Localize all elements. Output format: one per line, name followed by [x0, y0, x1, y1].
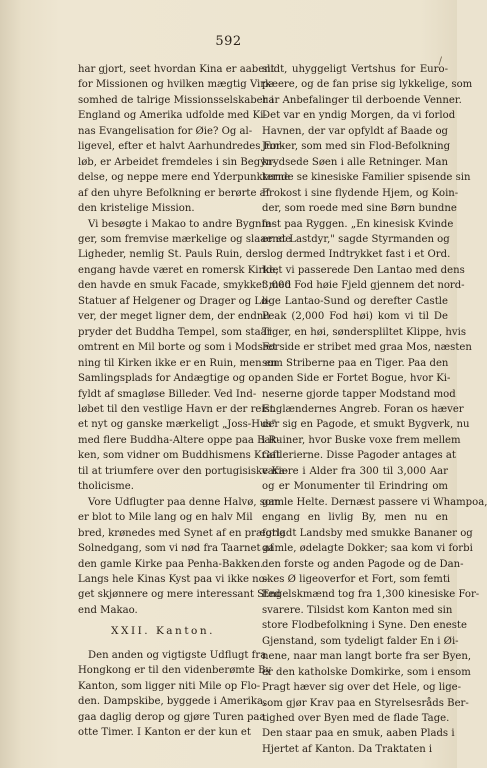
text-line: Frokost i sine flydende Hjem, og Koin- — [262, 187, 459, 199]
paragraph — [78, 217, 292, 495]
text-line: til at triumfere over den portugisiske Ka- — [78, 465, 289, 477]
text-line: ger, som fremvise mærkelige og slaaende — [78, 233, 292, 245]
text-line: engang havde været en romersk Kirke; — [78, 264, 279, 276]
text-line: otte Timer. I Kanton er der kun et — [78, 727, 251, 739]
text-line: svarere. Tilsidst kom Kanton med sin — [262, 604, 453, 616]
text-line: Tiger, en høi, sønderspliltet Klippe, hvis — [262, 326, 466, 338]
right-column — [262, 62, 487, 757]
text-line: den. Dampskibe, byggede i Amerika, — [78, 696, 267, 708]
left-column — [78, 62, 292, 740]
text-line: den kristelige Mission. — [78, 203, 195, 215]
text-line: Den anden og vigtigste Udflugt fra — [88, 649, 267, 661]
text-line: et nyt og ganske mærkeligt „Joss-Hus" — [78, 419, 277, 431]
text-line: den forste og anden Pagode og de Dan- — [262, 558, 464, 570]
text-line: i Ruiner, hvor Buske voxe frem mellem — [262, 434, 461, 446]
text-line: gaa daglig derop og gjøre Turen paa — [78, 711, 266, 723]
text-line: er blot to Mile lang og en halv Mil — [78, 512, 253, 524]
text-line: Gallerierne. Disse Pagoder antages at — [262, 450, 456, 462]
text-line: forladt Landsby med smukke Bananer og — [262, 527, 473, 539]
text-line: Hongkong er til den videnberømte By — [78, 665, 272, 677]
text-line: pryder det Buddha Tempel, som staar — [78, 326, 272, 338]
text-line: Den staar paa en smuk, aaben Plads i — [262, 728, 455, 740]
paragraph — [78, 62, 291, 217]
text-line: Engelskmænd tog fra 1,300 kinesiske For- — [262, 589, 480, 601]
text-line: som gjør Krav paa en Styrelsesråds Ber- — [262, 697, 469, 709]
text-line: er et Lastdyr," sagde Styrmanden og — [262, 233, 450, 245]
text-line: somhed de talrige Missionsselskaber i — [78, 94, 274, 106]
text-line: ligevel, efter et halvt Aarhundredes For- — [78, 141, 285, 153]
text-line: den havde en smuk Facade, smykket med — [78, 280, 292, 292]
text-line: omtrent en Mil borte og som i Modsæt — [78, 342, 277, 354]
text-line: tholicisme. — [78, 481, 134, 493]
text-line: Peak (2,000 Fod høi) kom vi til De — [262, 311, 448, 323]
text-line: der, som roede med sine Børn bundne — [262, 203, 457, 215]
text-line: Vi besøgte i Makao to andre Bygnin- — [88, 218, 275, 230]
text-line: Englændernes Angreb. Foran os hæver — [262, 403, 464, 415]
page-number: 592 — [215, 34, 242, 49]
text-line: lige Lantao-Sund og derefter Castle — [262, 295, 448, 307]
text-line: Gjenstand, som tydeligt falder En i Øi- — [262, 635, 459, 647]
text-line: løbet til den vestlige Havn er der reist — [78, 403, 274, 415]
paragraph — [78, 495, 286, 619]
text-line: fyldt af smagløse Billeder. Ved Ind- — [78, 388, 257, 400]
text-line: ning til Kirken ikke er en Ruin, men en — [78, 357, 278, 369]
text-line: nas Evangelisation for Øie? Og al- — [78, 125, 253, 137]
text-line: Ligheder, nemlig St. Pauls Ruin, der — [78, 249, 263, 261]
text-line: Idet vi passerede Den Lantao med dens — [262, 264, 465, 276]
text-line: get skjønnere og mere interessant Sted — [78, 589, 281, 601]
text-line: kunde se kinesiske Familier spisende sin — [262, 172, 471, 184]
text-line: 3,000 Fod høie Fjeld gjennem det nord- — [262, 280, 465, 292]
text-line: pæere, og de fan prise sig lykkelige, som — [262, 79, 473, 91]
section-heading: XXII. Kanton. — [111, 625, 215, 638]
text-line: Pragt hæver sig over det Hele, og lige- — [262, 682, 462, 694]
text-line: der sig en Pagode, et smukt Bygverk, nu — [262, 419, 470, 431]
text-line: har Anbefalinger til derboende Venner. — [262, 94, 462, 106]
text-line: neserne gjorde tapper Modstand mod — [262, 388, 456, 400]
text-line: gamle Helte. Dernæst passere vi Whampoa, — [262, 496, 487, 508]
text-line: Kanton, som ligger niti Mile op Flo- — [78, 680, 261, 692]
text-line: Langs hele Kinas Kyst paa vi ikke no- — [78, 573, 269, 585]
text-line: slidt, uhyggeligt Vertshus for Euro- — [262, 64, 448, 75]
text-line: af den uhyre Befolkning er berørte af — [78, 187, 270, 199]
text-line: ver, der meget ligner dem, der endnu — [78, 311, 270, 323]
text-line: delse, og neppe mere end Yderpunkterne — [78, 172, 291, 184]
text-line: med flere Buddha-Altere oppe paa Bak- — [78, 434, 280, 446]
text-line: ken, som vidner om Buddhismens Kraft — [78, 450, 281, 462]
text-line: løb, er Arbeidet fremdeles i sin Begyn- — [78, 156, 276, 168]
text-line: anden Side er Fortet Bogue, hvor Ki- — [262, 373, 451, 385]
text-line: for Missionen og hvilken mægtig Virk- — [78, 79, 275, 91]
text-line: Samlingsplads for Andægtige og op — [78, 373, 261, 385]
text-line: skes Ø ligeoverfor et Fort, som femti — [262, 573, 451, 585]
text-line: tighed over Byen med de flade Tage. — [262, 713, 450, 725]
text-line: nene, naar man langt borte fra ser Byen, — [262, 651, 472, 663]
text-line: store Flodbefolkning i Syne. Den eneste — [262, 620, 467, 632]
text-line: fast paa Ryggen. „En kinesisk Kvinde — [262, 218, 454, 230]
text-line: den gamle Kirke paa Penha-Bakken. — [78, 558, 264, 570]
paragraph — [78, 648, 272, 741]
text-line: Junker, som med sin Flod-Befolkning — [262, 141, 451, 153]
text-line: er den katholske Domkirke, som i ensom — [262, 666, 471, 678]
text-line: har gjort, seet hvordan Kina er aabent — [78, 64, 275, 75]
text-line: som Striberne paa en Tiger. Paa den — [262, 357, 449, 369]
text-line: engang en livlig By, men nu en — [262, 512, 448, 524]
text-line: Det var en yndig Morgen, da vi forlod — [262, 110, 456, 122]
text-line: Forside er stribet med graa Mos, næsten — [262, 342, 472, 354]
text-line: Solnedgang, som vi nød fra Taarnet af — [78, 543, 274, 555]
text-line: variere i Alder fra 300 til 3,000 Aar — [262, 465, 448, 477]
text-line: Vore Udflugter paa denne Halvø, som — [88, 496, 281, 508]
text-line: og er Monumenter til Erindring om — [262, 481, 448, 493]
text-line: Statuer af Helgener og Drager og Lø- — [78, 295, 271, 307]
text-line: Hjertet af Kanton. Da Traktaten i — [262, 743, 433, 755]
paragraph — [262, 62, 487, 757]
text-line: gamle, ødelagte Dokker; saa kom vi forbi — [262, 543, 473, 555]
text-line: krydsede Søen i alle Retninger. Man — [262, 156, 448, 168]
pencil-mark: / — [438, 56, 442, 67]
text-line: bred, krønedes med Synet af en prægtig — [78, 527, 286, 539]
text-line: Havnen, der var opfyldt af Baade og — [262, 125, 448, 137]
text-line: slog dermed Indtrykket fast i et Ord. — [262, 249, 451, 261]
text-line: end Makao. — [78, 604, 138, 616]
text-line: England og Amerika udfolde med Ki- — [78, 110, 267, 122]
